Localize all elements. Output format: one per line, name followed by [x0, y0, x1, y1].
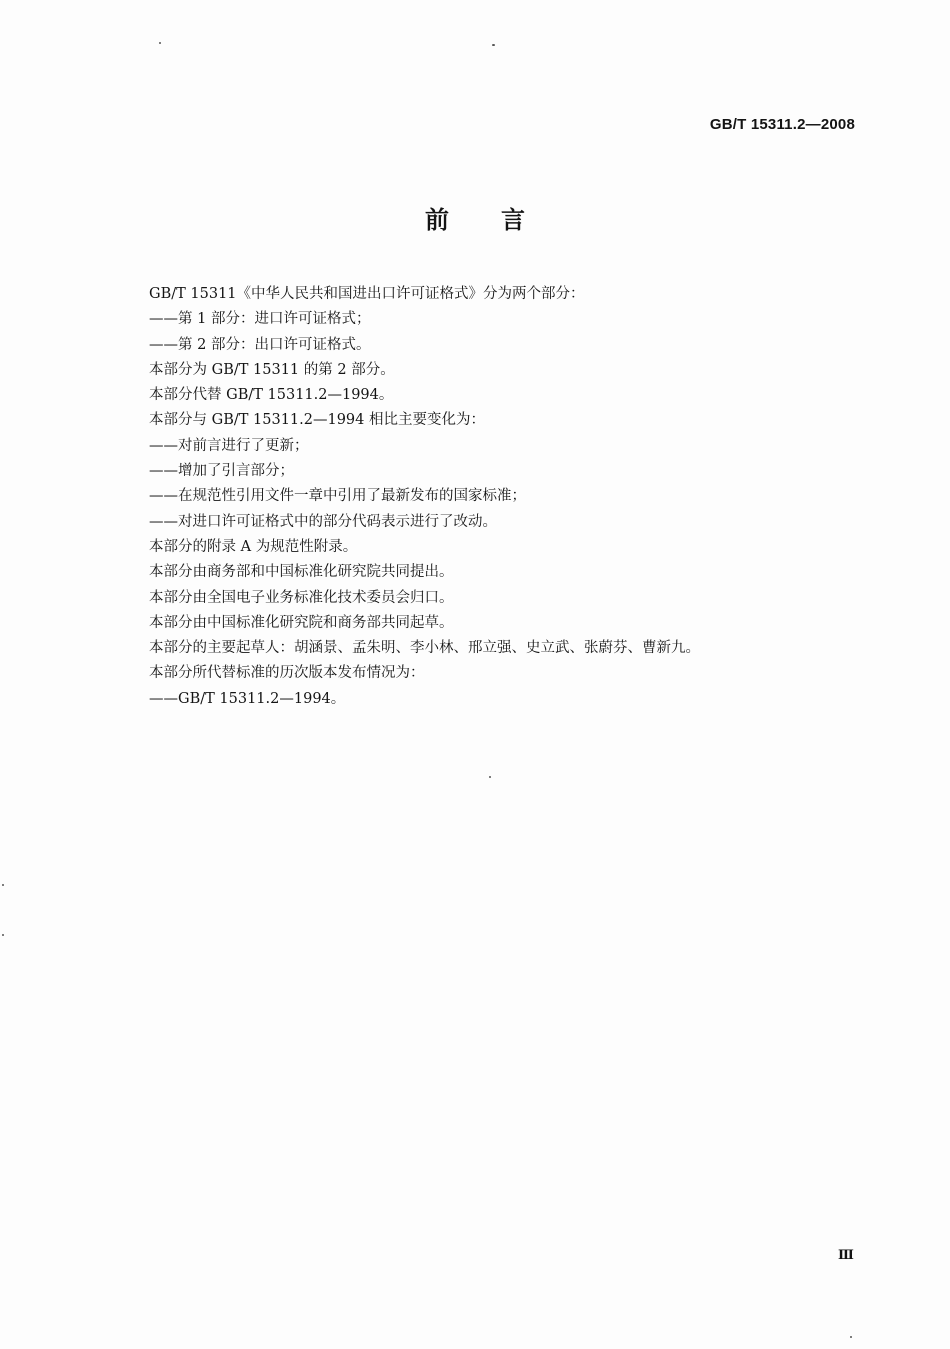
list-item: ——第 2 部分：出口许可证格式。 [149, 336, 371, 353]
paragraph: 本部分由全国电子业务标准化技术委员会归口。 [149, 589, 454, 606]
list-item: ——GB/T 15311.2—1994。 [149, 690, 346, 707]
paragraph: 本部分的主要起草人：胡涵景、孟朱明、李小林、邢立强、史立武、张蔚芬、曹新九。 [149, 640, 700, 657]
paragraph: 本部分代替 GB/T 15311.2—1994。 [149, 387, 394, 404]
list-item: ——第 1 部分：进口许可证格式； [149, 311, 371, 328]
foreword-body [149, 282, 869, 712]
scan-speck [2, 884, 4, 886]
list-item: ——对进口许可证格式中的部分代码表示进行了改动。 [149, 513, 497, 530]
paragraph: GB/T 15311《中华人民共和国进出口许可证格式》分为两个部分： [149, 286, 585, 302]
paragraph: 本部分由商务部和中国标准化研究院共同提出。 [149, 564, 454, 581]
scan-speck [159, 42, 161, 44]
paragraph: 本部分的附录 A 为规范性附录。 [149, 538, 358, 555]
list-item: ——增加了引言部分； [149, 463, 294, 480]
list-item: ——在规范性引用文件一章中引用了最新发布的国家标准； [149, 488, 526, 505]
page-title: 前言 [425, 206, 577, 234]
scan-speck [492, 44, 495, 46]
list-item: ——对前言进行了更新； [149, 437, 309, 454]
scan-speck [2, 934, 4, 936]
scan-speck [850, 1336, 852, 1338]
paragraph: 本部分与 GB/T 15311.2—1994 相比主要变化为： [149, 412, 485, 429]
page-number: Ⅲ [838, 1248, 853, 1263]
paragraph: 本部分为 GB/T 15311 的第 2 部分。 [149, 361, 395, 378]
paragraph: 本部分由中国标准化研究院和商务部共同起草。 [149, 614, 454, 631]
scan-speck [489, 776, 491, 778]
standard-number: GB/T 15311.2—2008 [709, 116, 855, 133]
paragraph: 本部分所代替标准的历次版本发布情况为： [149, 665, 425, 682]
